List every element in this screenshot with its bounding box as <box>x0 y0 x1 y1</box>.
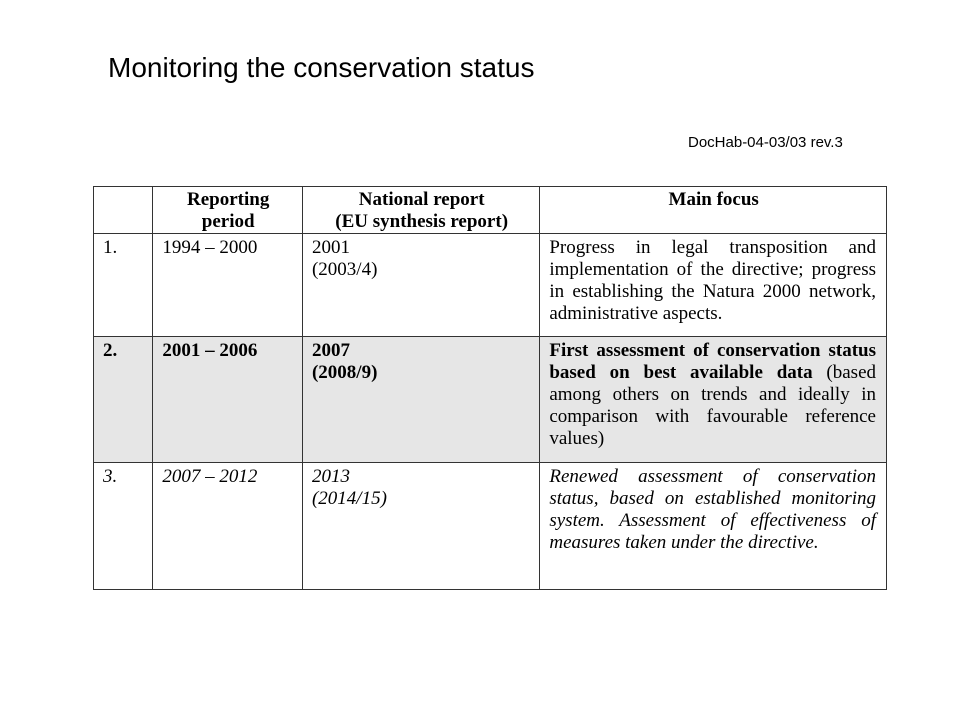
header-main-focus: Main focus <box>540 187 887 234</box>
focus-bold-text: First assessment of conservation status based on best available data <box>549 340 876 383</box>
page-title: Monitoring the conservation status <box>108 52 535 83</box>
header-period-line2: period <box>201 211 255 232</box>
table-row <box>94 463 887 590</box>
row-period: 2001 – 2006 <box>153 337 303 463</box>
focus-normal-text: (based among others on trends and ideally in comparison with favourable reference values) <box>549 362 877 449</box>
row-main-focus: Renewed assessment of conservation status, based on established monitoring system. Assessment of effectiveness of measures taken under the directive. <box>540 463 887 590</box>
synthesis-report: (2003/4) <box>311 259 378 280</box>
report-year: 2001 <box>311 237 350 258</box>
row-national-report <box>302 463 539 590</box>
header-period-line1: Reporting <box>187 189 270 210</box>
synthesis-report: (2008/9) <box>311 362 378 383</box>
table-header-row <box>94 187 887 234</box>
header-national-report <box>302 187 539 234</box>
table-row <box>94 234 887 337</box>
row-period: 2007 – 2012 <box>153 463 303 590</box>
row-national-report <box>302 337 539 463</box>
header-report-line1: National report <box>358 189 485 210</box>
report-year: 2013 <box>311 466 350 487</box>
row-number: 3. <box>94 463 153 590</box>
table-row <box>94 337 887 463</box>
report-year: 2007 <box>311 340 350 361</box>
header-report-line2: (EU synthesis report) <box>335 211 509 232</box>
row-main-focus: Progress in legal transposition and implementation of the directive; progress in establishing the Natura 2000 network, administrative aspects. <box>540 234 887 337</box>
row-main-focus <box>540 337 887 463</box>
row-national-report <box>302 234 539 337</box>
reporting-table <box>93 186 887 590</box>
document-reference: DocHab-04-03/03 rev.3 <box>688 134 843 151</box>
row-number: 2. <box>94 337 153 463</box>
row-period: 1994 – 2000 <box>153 234 303 337</box>
header-number <box>94 187 153 234</box>
row-number: 1. <box>94 234 153 337</box>
synthesis-report: (2014/15) <box>311 488 387 509</box>
header-reporting-period <box>153 187 303 234</box>
